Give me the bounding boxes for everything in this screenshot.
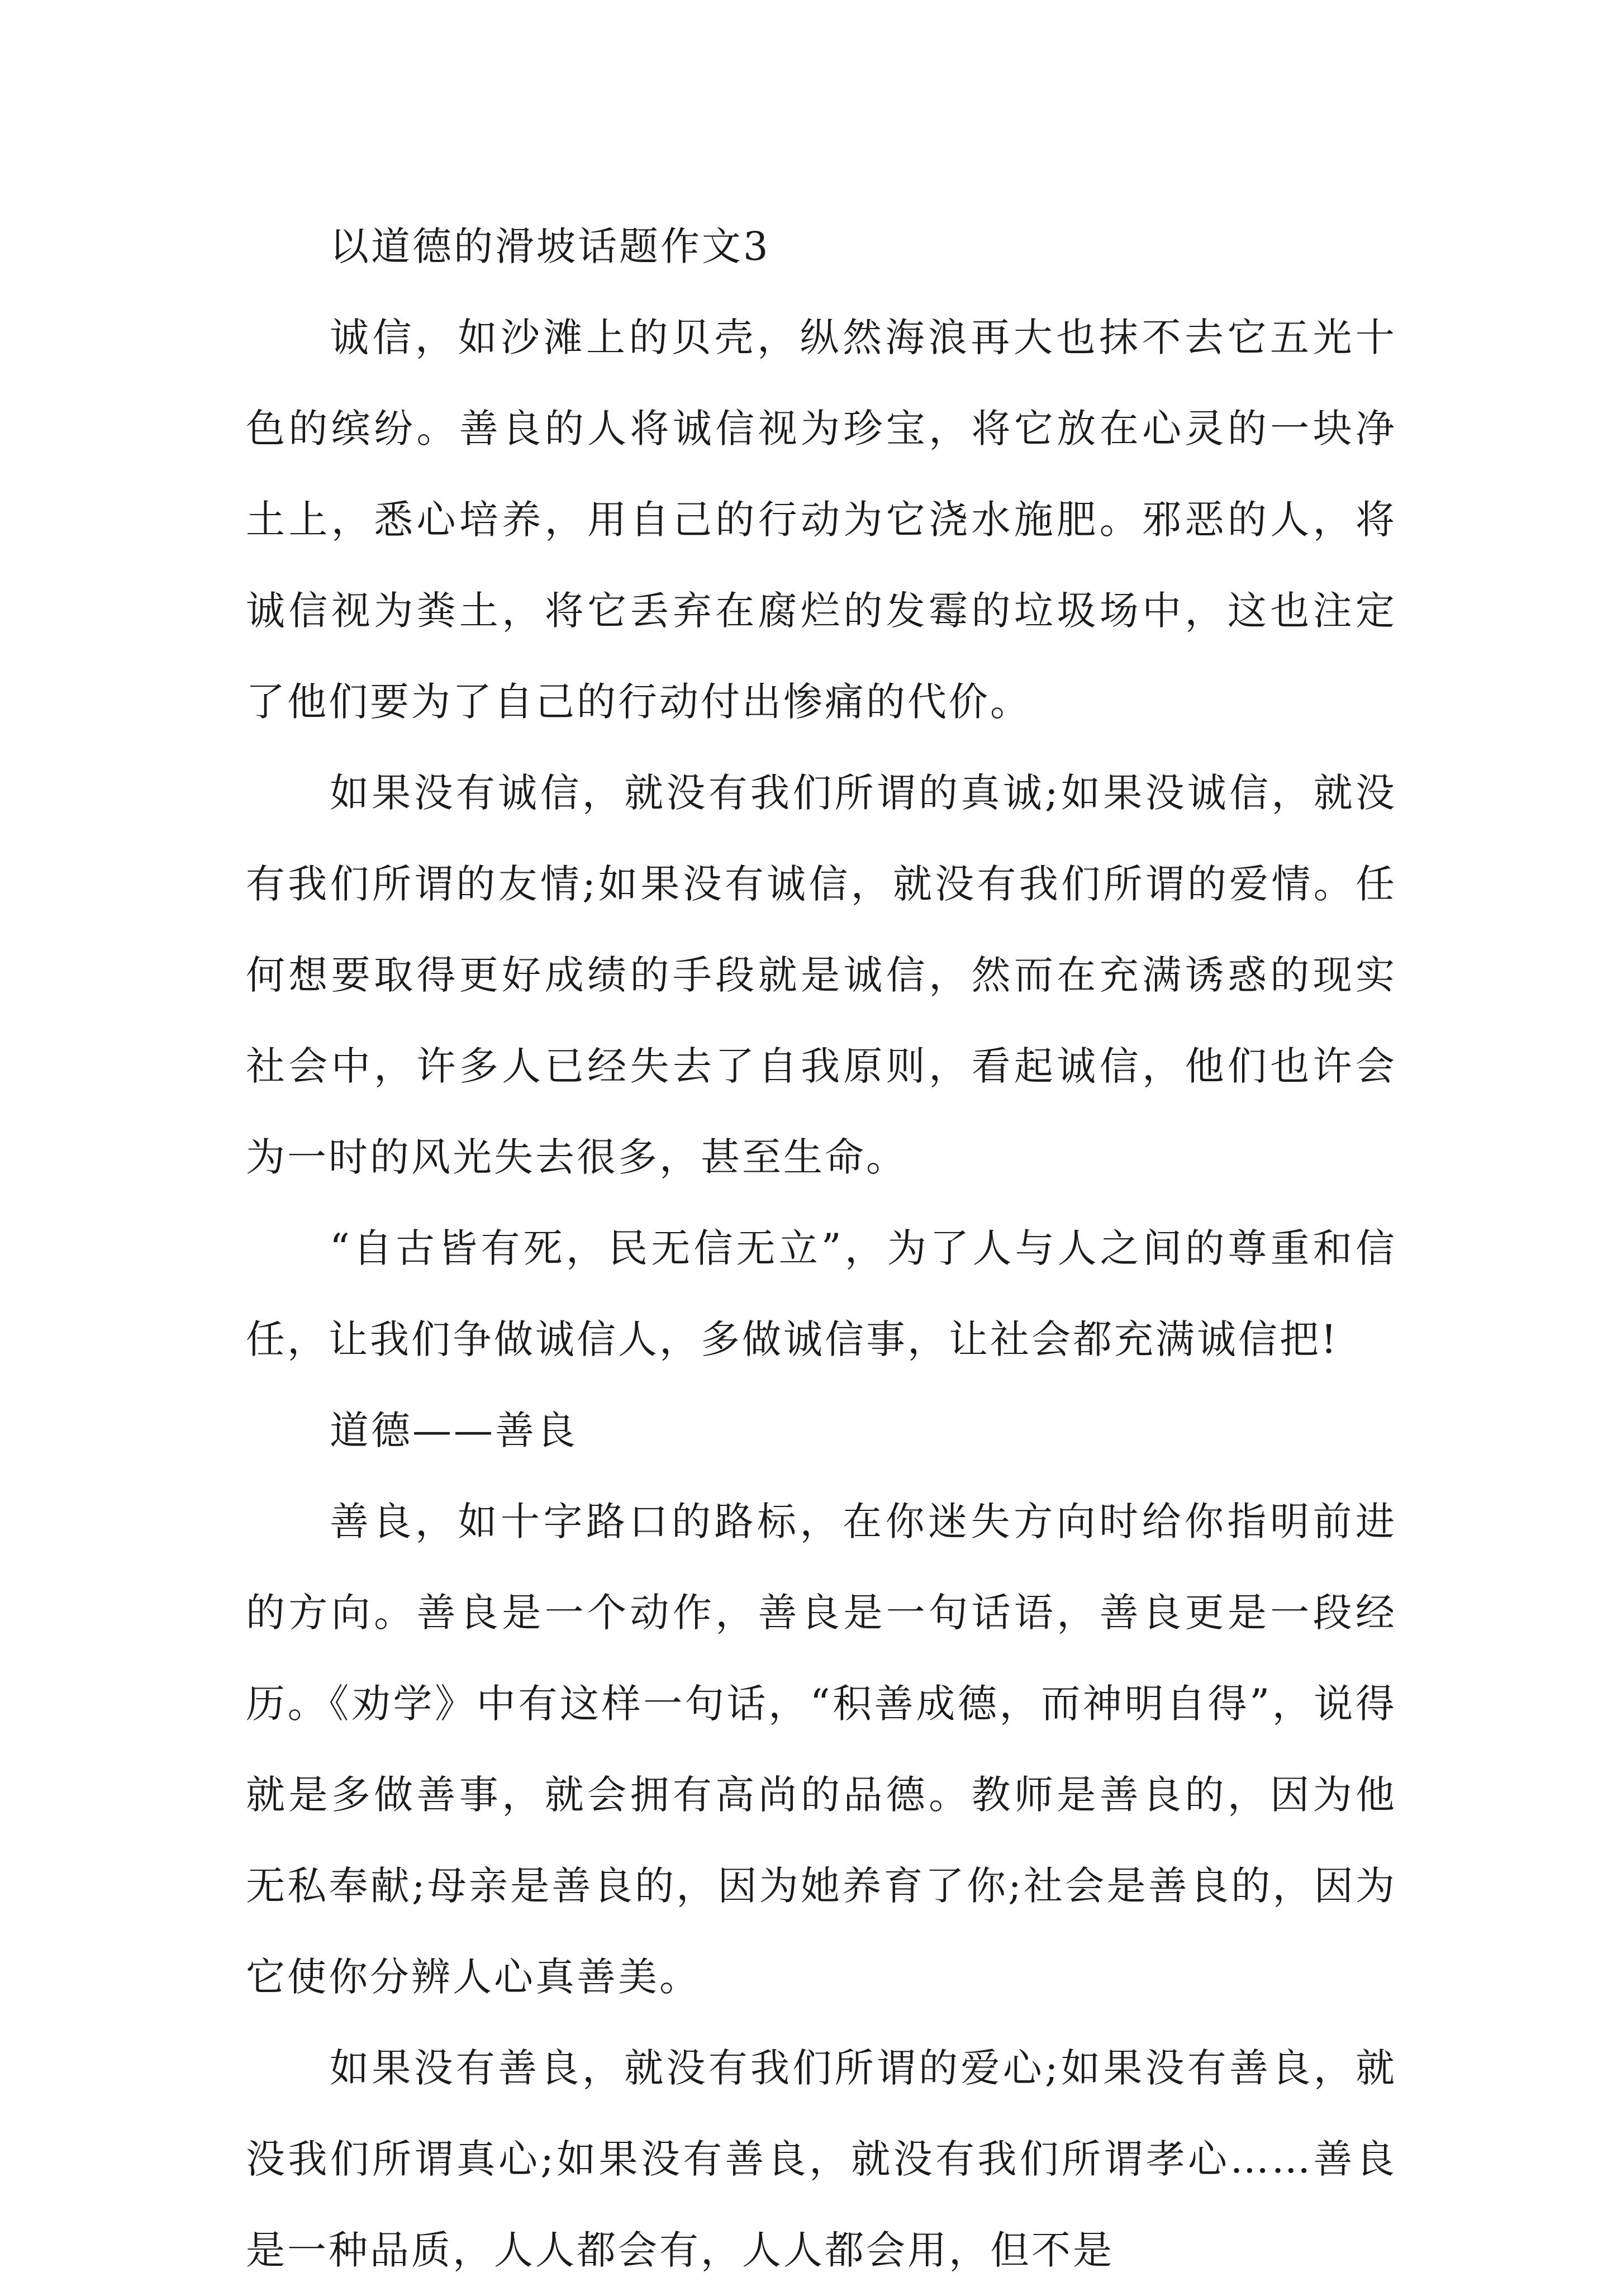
- paragraph-honesty-without: 如果没有诚信，就没有我们所谓的真诚;如果没诚信，就没有我们所谓的友情;如果没有诚信，就没有我们所谓的爱情。任何想要取得更好成绩的手段就是诚信，然而在充满诱惑的现实社会中，许多人已经失去了自我原则，看起诚信，他们也许会为一时的风光失去很多，甚至生命。: [246, 770, 1397, 1180]
- essay-title: 以道德的滑坡话题作文3: [330, 224, 771, 269]
- section-heading-kindness: 道德——善良: [330, 1408, 578, 1453]
- paragraph-honesty-quote: “自古皆有死，民无信无立”，为了人与人之间的尊重和信任，让我们争做诚信人，多做诚信事，让社会都充满诚信把!: [246, 1225, 1397, 1362]
- document-body: [246, 201, 1397, 2296]
- paragraph-honesty-intro: 诚信，如沙滩上的贝壳，纵然海浪再大也抹不去它五光十色的缤纷。善良的人将诚信视为珍宝，将它放在心灵的一块净土上，悉心培养，用自己的行动为它浇水施肥。邪恶的人，将诚信视为粪土，将它丢弃在腐烂的发霉的垃圾场中，这也注定了他们要为了自己的行动付出惨痛的代价。: [246, 315, 1397, 725]
- paragraph-kindness-without: 如果没有善良，就没有我们所谓的爱心;如果没有善良，就没我们所谓真心;如果没有善良，就没有我们所谓孝心……善良是一种品质，人人都会有，人人都会用，但不是: [246, 2045, 1397, 2273]
- paragraph-kindness-intro: 善良，如十字路口的路标，在你迷失方向时给你指明前进的方向。善良是一个动作，善良是一句话语，善良更是一段经历。《劝学》中有这样一句话，“积善成德，而神明自得”，说得就是多做善事，就会拥有高尚的品德。教师是善良的，因为他无私奉献;母亲是善良的，因为她养育了你;社会是善良的，因为它使你分辨人心真善美。: [246, 1499, 1397, 2000]
